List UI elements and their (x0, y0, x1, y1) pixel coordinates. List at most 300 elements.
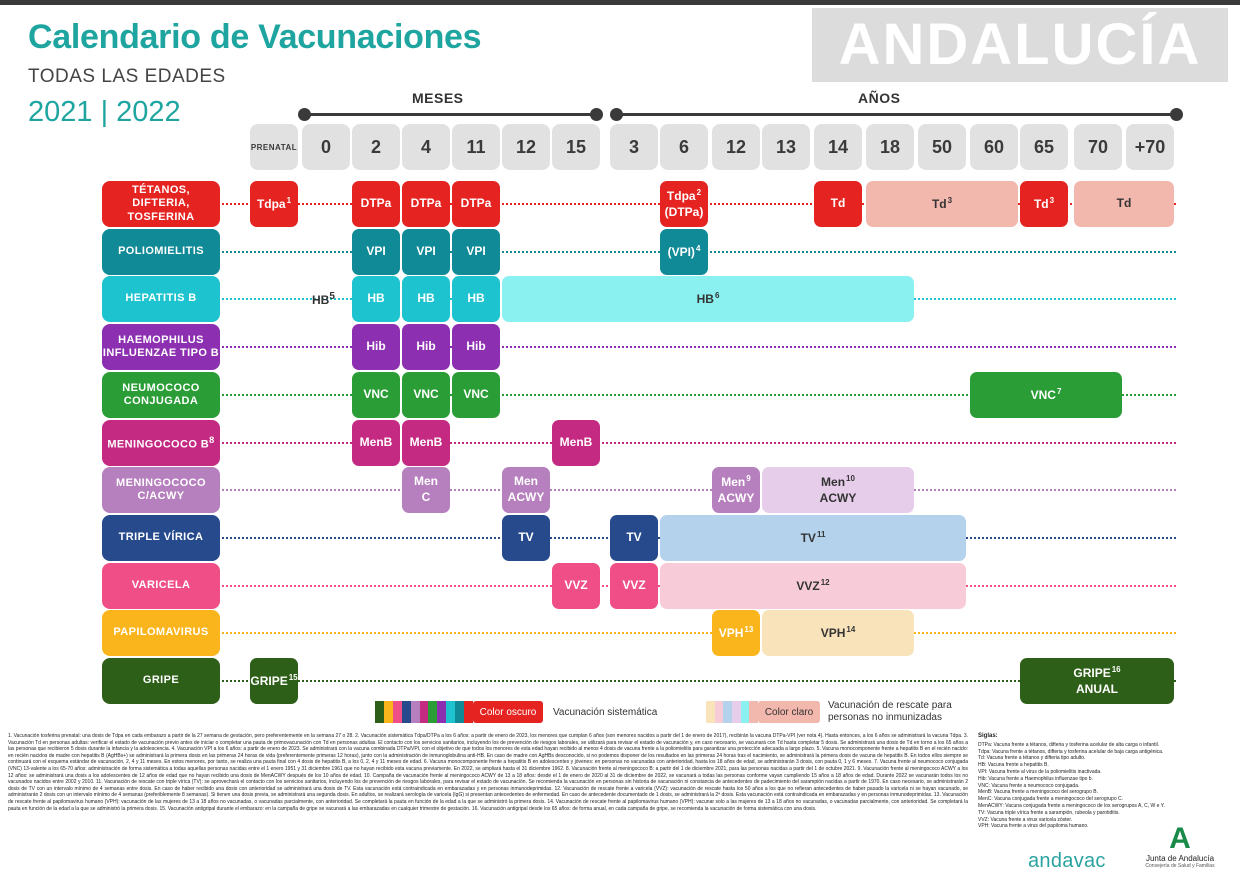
row-label-vaccine (102, 372, 220, 418)
dose-cell (352, 181, 400, 227)
axis-line-anos (616, 113, 1176, 116)
dose-cell-content (461, 196, 492, 212)
dose-name-secondary: C (421, 490, 431, 504)
dose-cell-content (466, 244, 485, 260)
dose-line (410, 435, 443, 451)
row-label-name: MENINGOCOCO B (107, 438, 210, 451)
row-label-vaccine (102, 563, 220, 609)
dose-name: Tdpa (666, 188, 696, 203)
page-title: Calendario de Vacunaciones (28, 18, 482, 56)
abbreviation-item: HB: Vacuna frente a hepatitis B. (978, 762, 1049, 769)
dose-name: Men (414, 474, 438, 489)
dose-cell (352, 276, 400, 322)
dose-name: VVZ (564, 578, 588, 593)
dose-line (466, 339, 485, 355)
dose-cell-content (564, 578, 587, 594)
dose-cell (814, 181, 862, 227)
row-label-text (102, 334, 220, 360)
dose-cell-content (796, 578, 829, 595)
legend-swatch (706, 701, 715, 723)
column-header: 4 (402, 124, 450, 170)
footnote-ref: 15 (288, 672, 298, 682)
row-label-name: TÉTANOS, DIFTERIA, TOSFERINA (127, 184, 195, 223)
dose-name-secondary: ACWY (819, 490, 857, 505)
dose-cell (660, 515, 966, 561)
abbreviation-item: Td: Vacuna frente a tétanos y difteria tipo adulto. (978, 755, 1086, 762)
column-header: 50 (918, 124, 966, 170)
dose-cell (402, 324, 450, 370)
dose-name: VNC (1030, 387, 1056, 402)
dose-line (697, 291, 720, 308)
dose-line (508, 474, 545, 490)
column-header: 70 (1074, 124, 1122, 170)
dose-cell-content (719, 625, 754, 642)
row-label-vaccine (102, 181, 220, 227)
andavac-logo: andavac (1028, 850, 1106, 872)
dose-line (414, 474, 438, 490)
row-label-vaccine (102, 276, 220, 322)
dose-line (361, 196, 392, 212)
footnote-ref: 10 (846, 473, 855, 483)
dose-name: VVZ (796, 578, 820, 593)
row-label-name: POLIOMIELITIS (118, 245, 204, 258)
dose-cell (402, 420, 450, 466)
column-header: 13 (762, 124, 810, 170)
dose-cell-content (821, 625, 856, 642)
row-label-vaccine (102, 467, 220, 513)
column-header: PRENATAL (250, 124, 298, 170)
dose-cell (452, 181, 500, 227)
dose-name: TV (626, 530, 642, 545)
footnote-ref: 2 (696, 187, 702, 197)
junta-name: Junta de Andalucía (1145, 854, 1215, 863)
axis-dot (590, 108, 603, 121)
dose-cell-content (411, 196, 442, 212)
dose-line (719, 625, 754, 642)
dose-line (367, 291, 384, 307)
dose-name: Td (1033, 196, 1049, 211)
row-label-vaccine (102, 610, 220, 656)
dose-cell (452, 229, 500, 275)
column-header: 12 (712, 124, 760, 170)
abbreviation-item: VNC: Vacuna frente a neumococo conjugada. (978, 782, 1080, 789)
dose-name: VPH (718, 625, 744, 640)
dose-cell (352, 372, 400, 418)
dose-cell-content (416, 339, 435, 355)
row-label-name: HEPATITIS B (125, 292, 197, 305)
axis-dot (1170, 108, 1183, 121)
dose-line (831, 196, 846, 212)
dose-cell-content (366, 244, 385, 260)
dose-name: TV (800, 530, 816, 545)
row-label-text (102, 477, 220, 503)
dose-cell-content (622, 578, 645, 594)
axis-label-meses: MESES (412, 90, 464, 106)
dose-line (413, 387, 438, 403)
dose-cell (552, 420, 600, 466)
dose-cell-content (518, 530, 533, 546)
dose-line (1073, 665, 1120, 682)
legend-light-swatches (706, 701, 758, 723)
dose-name: Hib (366, 339, 386, 354)
footnote-ref: 1 (286, 195, 292, 205)
dose-cell (352, 324, 400, 370)
dose-line (518, 530, 533, 546)
dose-cell (502, 467, 550, 513)
dose-name-secondary: ACWY (717, 490, 755, 505)
dose-cell-content (665, 188, 704, 220)
dose-cell (660, 563, 966, 609)
dose-cell (402, 372, 450, 418)
abbreviation-item: MenC: Vacuna conjugada frente a meningococo del serogrupo C. (978, 796, 1123, 803)
legend-swatch (420, 701, 429, 723)
row-label-name: PAPILOMAVIRUS (113, 626, 209, 639)
dose-cell-content (668, 244, 701, 261)
dose-cell-content (363, 387, 388, 403)
legend-swatch (375, 701, 384, 723)
junta-subtitle: Consejería de Salud y Familias (1145, 863, 1215, 869)
dose-line (622, 578, 645, 594)
dose-name: (VPI) (667, 244, 695, 259)
footnote-ref: 11 (816, 529, 826, 539)
dose-cell (762, 610, 914, 656)
footnote-ref: 13 (744, 624, 754, 634)
dose-line (366, 244, 385, 260)
legend-light-text: Vacunación de rescate para personas no inmunizadas (828, 700, 952, 723)
legend-swatch (723, 701, 732, 723)
dose-name: Td (830, 196, 846, 211)
legend-swatch (749, 701, 758, 723)
dose-line (250, 673, 297, 690)
footnote-ref: 3 (947, 195, 953, 205)
abbreviation-item: VPI: Vacuna frente al virus de la poliomielitis inactivada. (978, 768, 1102, 775)
dose-line (463, 387, 488, 403)
dose-cell-content (1117, 196, 1132, 212)
axis-line-meses (304, 113, 596, 116)
legend-swatch (715, 701, 724, 723)
row-guide-line (222, 632, 1176, 634)
dose-cell-content (831, 196, 846, 212)
dose-line (932, 196, 952, 213)
dose-line (560, 435, 593, 451)
row-label-name: TRIPLE VÍRICA (118, 531, 204, 544)
column-header: 65 (1020, 124, 1068, 170)
footnote-ref: 8 (209, 434, 215, 445)
dose-line (821, 625, 856, 642)
dose-cell-content (697, 291, 720, 308)
axis-label-anos: AÑOS (858, 90, 901, 106)
dose-line (801, 530, 826, 547)
dose-cell (502, 276, 914, 322)
dose-name: VPI (366, 244, 386, 259)
dose-cell-content (508, 474, 545, 505)
dose-cell-content (560, 435, 593, 451)
footnote-ref: 16 (1111, 664, 1121, 674)
dose-name-secondary: ACWY (507, 490, 545, 504)
dose-cell (712, 610, 760, 656)
abbreviations-list (978, 742, 1228, 830)
dose-name: Men (513, 474, 538, 489)
dose-name: HB (367, 291, 385, 306)
abbreviation-item: DTPa: Vacuna frente a tétanos, difteria y tosferina acelular de alta carga o infantil. (978, 741, 1160, 748)
dose-name: MenB (559, 435, 593, 450)
row-label-vaccine (102, 515, 220, 561)
row-label-text (113, 626, 208, 639)
dose-cell-content (932, 196, 952, 213)
row-label-name: HAEMOPHILUS INFLUENZAE TIPO B (102, 333, 220, 359)
dose-cell-content (463, 387, 488, 403)
dose-cell (1020, 181, 1068, 227)
dose-name: DTPa (410, 196, 442, 211)
dose-line (665, 188, 704, 205)
row-label-text (102, 184, 220, 224)
dose-name: HB (696, 291, 714, 306)
footnote-ref: 4 (695, 243, 701, 253)
abbreviation-item: TV: Vacuna triple vírica frente a sarampión, rubeola y parotiditis. (978, 809, 1120, 816)
row-label-text (118, 245, 204, 258)
dose-name: MenB (359, 435, 393, 450)
dose-line (417, 291, 434, 307)
dose-name: VNC (413, 387, 439, 402)
dose-cell-content (361, 196, 392, 212)
dose-name: VPI (416, 244, 436, 259)
dose-cell-content (414, 474, 438, 505)
top-border (0, 0, 1240, 5)
dose-name: Hib (466, 339, 486, 354)
column-header: 2 (352, 124, 400, 170)
legend-swatch (732, 701, 741, 723)
dose-name: HB (467, 291, 485, 306)
dose-line (257, 196, 291, 213)
row-label-text (119, 531, 204, 544)
dose-name: VNC (463, 387, 489, 402)
legend-swatch (384, 701, 393, 723)
abbreviation-item: MenB: Vacuna frente a meningococo del serogrupo B. (978, 789, 1098, 796)
dose-cell (402, 181, 450, 227)
footnotes: 1. Vacunación tosferina prenatal: una dosis de Tdpa en cada embarazo a partir de la 27 semana de gestación, pero preferentemente en la semana 27 o 28. 2. Vacunación sistemática Tdpa/DTPa a los 6 años: a partir de enero de 2023, los menores que cumplan 6 años (son menores nacidos a partir del 1 de enero de 2017), recibirán la vacuna DTPa-VPI (ver nota 4). Hasta entonces, a los 6 años se administrará la vacuna Tdpa. 3. Vacunación Td en personas adultas: verificar el estado de vacunación previo antes de iniciar o completar una pauta de primovacunación con Td en personas adultas. El contacto con los servicios sanitarios, incluyendo los de prevención de riesgos laborales, se utilizará para revisar el estado de vacunación y, en caso necesario, se vacunará con Td hasta completar 5 dosis. Se administrará una dosis de Td en torno a los 65 años a las personas que recibieron 5 dosis durante la infancia y la adolescencia. 4. Vacunación VPI a los 6 años: a partir de enero de 2023. Se administrará con la vacuna combinada DTPa/VPI, con el objetivo de que todos los menores de esta edad hayan recibido al menos 4 dosis de vacuna frente a la poliomielitis para garantizar una protección adecuada a largo plazo. 5. Vacuna monocomponente frente a hepatitis B en el recién nacido: en recién nacidos de madre con hepatitis B (AgHBs+) se administrará la primera dosis en las primeras 24 horas de vida (preferentemente primeras 12 horas), junto con la administración de inmunoglobulina anti-HB. En caso de madre con AgHBs desconocido, si no podemos disponer de los resultados en las primeras 24 horas tras el nacimiento, se administrará la primera dosis de vacuna de hepatitis B. En todos ellos siempre se continuará con el esquema estándar de vacunación, 2, 4 y 11 meses. En estos menores, por tanto, se realiza una pauta final con 4 dosis de hepatitis B, a los 0, 2, 4 y 11 meses de edad. 6. Vacuna monocomponente frente a hepatitis B en adolescentes y jóvenes: en personas no vacunadas con anterioridad, hasta los 18 años de edad, se administrarán 3 dosis, con pauta 0, 1 y 6 meses. 7. Vacuna frente al neumococo conjugada (VNC) 13-valente a los 65-70 años: administración de forma sistemática a todas aquellas personas nacidas entre el 1 enero 1951 y 31 diciembre 1961 que no hayan recibido esta vacuna previamente. En 2022, se ampliará hasta el 31 diciembre 1962. 8. Vacunación frente al meningococo B: a partir del 1 de diciembre 2021, para las personas nacidas a partir del 1 de octubre 2021. 9. Vacunación frente al meningococo ACWY a los 12 años: se administrará una dosis a los adolescentes de 12 años de edad que no hayan recibido una dosis de MenACWY después de los 10 años de edad. 10. Campaña de vacunación frente al meningococo ACWY de 13 a 18 años: desde el 1 de enero de 2020 al 31 de diciembre de 2022, se vacunará a todas las personas conforme vayan cumpliendo 15 años a 18 años de edad. Durante 2022 se vacunarán todos los no vacunados nacidos entre 2002 y 2010. 11. Vacunación de rescate con triple vírica (TV): se aprovechará el contacto con los servicios sanitarios, incluyendo los de prevención de riesgos laborales, para revisar el estado de vacunación. Se recomienda la vacunación en personas sin historia de vacunación ni constancia de antecedentes de padecimiento del sarampión nacidas a partir de 1970. En caso necesario, se administrarán 2 dosis de TV con un intervalo mínimo de 4 semanas entre dosis. En caso de haber recibido una dosis con anterioridad se administrará una dosis de TV. Esta vacunación está contraindicada en embarazadas y en personas inmunodeprimidas. 12. Vacunación de rescate frente a varicela (VVZ): vacunación de rescate hasta los 50 años a los que no refieran antecedentes de haber pasado la varicela ni se hayan vacunado, se administrarán 2 dosis con un intervalo mínimo de 4 semanas (preferiblemente 8 semanas). Si tienen una dosis previa, se administrará una segunda dosis. En adultos, se realizará serología de varicela (IgG) si presentan antecedentes de enfermedad. En caso de antecedente documentado de 1 dosis, se administrará la 2ª dosis. Esta vacunación está contraindicada en embarazadas y en personas inmunodeprimidas. 13. Vacunación de rescate frente al papilomavirus humano (VPH): vacunación de las mujeres de 13 a 18 años no vacunadas, o vacunadas parcialmente, con anterioridad. Se completará la pauta en función de la edad a la que se administró la primera dosis. 14. Vacunación de rescate frente al papilomavirus humano (VPH): vacunar solo a las mujeres de 13 a 18 años no vacunadas, o vacunadas parcialmente, con anterioridad. Se completará la pauta en función de la edad a la que se administró la primera dosis. 15. Vacunación antigripal durante el embarazo: en la campaña de gripe se vacunará a las embarazadas en cualquier trimestre de gestación. 16. Vacunación antigripal desde los 65 años: de forma anual, en cada campaña de gripe, se recomienda la vacunación de forma sistemática con una dosis. (8, 733, 968, 812)
junta-mark-icon: A (1169, 822, 1191, 855)
dose-line (466, 244, 485, 260)
row-label-vaccine (102, 324, 220, 370)
row-label-text (107, 435, 214, 452)
axis-dot (610, 108, 623, 121)
row-label-text (132, 579, 191, 592)
dose-line (360, 435, 393, 451)
dose-cell (712, 467, 760, 513)
axis-dot (298, 108, 311, 121)
footnote-ref: 5 (329, 291, 335, 302)
dose-name: VVZ (622, 578, 646, 593)
dose-cell-content (257, 196, 291, 213)
row-label-name: MENINGOCOCO C/ACWY (116, 476, 206, 502)
row-label-name: NEUMOCOCO CONJUGADA (122, 381, 200, 407)
column-header: +70 (1126, 124, 1174, 170)
dose-cell-content (417, 291, 434, 307)
abbreviation-item: VPH: Vacuna frente a virus del papiloma humano. (978, 823, 1089, 830)
dose-name: MenB (409, 435, 443, 450)
column-header: 11 (452, 124, 500, 170)
dose-cell (1020, 658, 1174, 704)
abbreviation-item: VVZ: Vacuna frente a virus varicela zóster. (978, 816, 1073, 823)
column-header: 60 (970, 124, 1018, 170)
dose-line (416, 339, 435, 355)
dose-cell-content (626, 530, 641, 546)
dose-line (718, 491, 755, 507)
dose-line (820, 474, 857, 491)
dose-cell (660, 229, 708, 275)
dose-line (1073, 682, 1120, 698)
row-label-name: VARICELA (131, 579, 191, 592)
dose-name: GRIPE (250, 673, 288, 688)
dose-line (363, 387, 388, 403)
dose-line (665, 205, 704, 221)
footnote-ref: 12 (820, 577, 830, 587)
dose-line (414, 490, 438, 506)
legend-swatch (411, 701, 420, 723)
dose-cell-content (410, 435, 443, 451)
dose-cell (452, 372, 500, 418)
dose-line (1034, 196, 1054, 213)
dose-cell-content (801, 530, 826, 547)
legend-dark-badge: Color oscuro (473, 701, 543, 723)
dose-cell-content (1031, 387, 1062, 404)
dose-cell (250, 658, 298, 704)
dose-cell-content (1073, 665, 1120, 697)
column-header: 3 (610, 124, 658, 170)
abbreviations (978, 733, 1228, 830)
footnote-ref: 7 (1056, 386, 1062, 396)
dose-cell (502, 515, 550, 561)
dose-name: Td (1116, 196, 1132, 211)
legend-swatch (455, 701, 464, 723)
abbreviation-item: Tdpa: Vacuna frente a tétanos, difteria y tosferina acelular de baja carga antigénica. (978, 748, 1164, 755)
dose-cell (866, 181, 1018, 227)
dose-name: Men (721, 474, 746, 489)
dose-cell (762, 467, 914, 513)
footnote-ref: 6 (714, 290, 720, 300)
column-header: 6 (660, 124, 708, 170)
abbreviations-title: Siglas: (978, 733, 998, 739)
legend-swatch (446, 701, 455, 723)
dose-cell (352, 420, 400, 466)
row-label-vaccine (102, 229, 220, 275)
dose-cell (610, 515, 658, 561)
legend-swatch (393, 701, 402, 723)
legend-dark-text: Vacunación sistemática (553, 707, 658, 718)
dose-line (416, 244, 435, 260)
dose-cell-content (413, 387, 438, 403)
dose-cell (402, 229, 450, 275)
dose-cell-content (416, 244, 435, 260)
dose-cell (452, 324, 500, 370)
row-label-text (125, 292, 196, 305)
dose-line (411, 196, 442, 212)
dose-cell (552, 563, 600, 609)
dose-cell-content (467, 291, 484, 307)
dose-line (626, 530, 641, 546)
region-banner: ANDALUCÍA (812, 8, 1228, 82)
dose-name: Men (821, 474, 846, 489)
dose-name: DTPa (460, 196, 492, 211)
dose-cell (402, 276, 450, 322)
row-label-vaccine (102, 658, 220, 704)
column-header: 14 (814, 124, 862, 170)
dose-line (461, 196, 492, 212)
dose-line (820, 491, 857, 507)
page-subtitle: TODAS LAS EDADES (28, 66, 226, 87)
legend-dark-swatches (375, 701, 473, 723)
page-years: 2021 | 2022 (28, 96, 181, 128)
dose-line (1031, 387, 1062, 404)
legend-swatch (428, 701, 437, 723)
row-label-vaccine (102, 420, 220, 466)
footnote-ref: 3 (1049, 195, 1055, 205)
dose-name: GRIPE (1073, 665, 1111, 680)
dose-cell (970, 372, 1122, 418)
abbreviation-item: MenACWY: Vacuna conjugada frente a meningococo de los serogrupos A, C, W e Y. (978, 802, 1165, 809)
row-label-text (102, 382, 220, 408)
dose-line (718, 474, 755, 491)
dose-line (467, 291, 484, 307)
row-label-name: GRIPE (142, 674, 180, 687)
dose-cell (452, 276, 500, 322)
floating-dose-label (312, 291, 335, 307)
row-guide-line (222, 489, 1176, 491)
column-header: 0 (302, 124, 350, 170)
column-header: 18 (866, 124, 914, 170)
dose-line (668, 244, 701, 261)
dose-name: Td (931, 196, 947, 211)
dose-cell-content (360, 435, 393, 451)
dose-name: VPI (466, 244, 486, 259)
legend-swatch (402, 701, 411, 723)
dose-cell-content (366, 339, 385, 355)
legend-swatch (464, 701, 473, 723)
dose-cell-content (250, 673, 297, 690)
dose-name: TV (518, 530, 534, 545)
dose-cell-content (367, 291, 384, 307)
dose-line (796, 578, 829, 595)
dose-line (366, 339, 385, 355)
column-header: 12 (502, 124, 550, 170)
dose-cell (1074, 181, 1174, 227)
dose-line (1117, 196, 1132, 212)
floating-dose-text: HB (312, 293, 330, 307)
dose-cell (402, 467, 450, 513)
junta-logo (1140, 824, 1220, 869)
dose-cell (250, 181, 298, 227)
dose-name-secondary: ANUAL (1076, 681, 1118, 696)
dose-name: DTPa (360, 196, 392, 211)
dose-name: Tdpa (256, 196, 286, 211)
dose-name: HB (417, 291, 435, 306)
dose-name: Hib (416, 339, 436, 354)
column-header: 15 (552, 124, 600, 170)
legend-light-badge: Color claro (758, 701, 820, 723)
footnote-ref: 9 (746, 473, 751, 483)
dose-line (564, 578, 587, 594)
legend-swatch (437, 701, 446, 723)
dose-cell (660, 181, 708, 227)
dose-cell (352, 229, 400, 275)
dose-line (508, 490, 545, 506)
dose-cell (610, 563, 658, 609)
dose-name: VPH (820, 625, 846, 640)
abbreviation-item: Hib: Vacuna frente a Haemophilus influenzae tipo b. (978, 775, 1093, 782)
footnote-ref: 14 (846, 624, 856, 634)
dose-name-secondary: (DTPa) (664, 204, 704, 219)
dose-cell-content (820, 474, 857, 506)
